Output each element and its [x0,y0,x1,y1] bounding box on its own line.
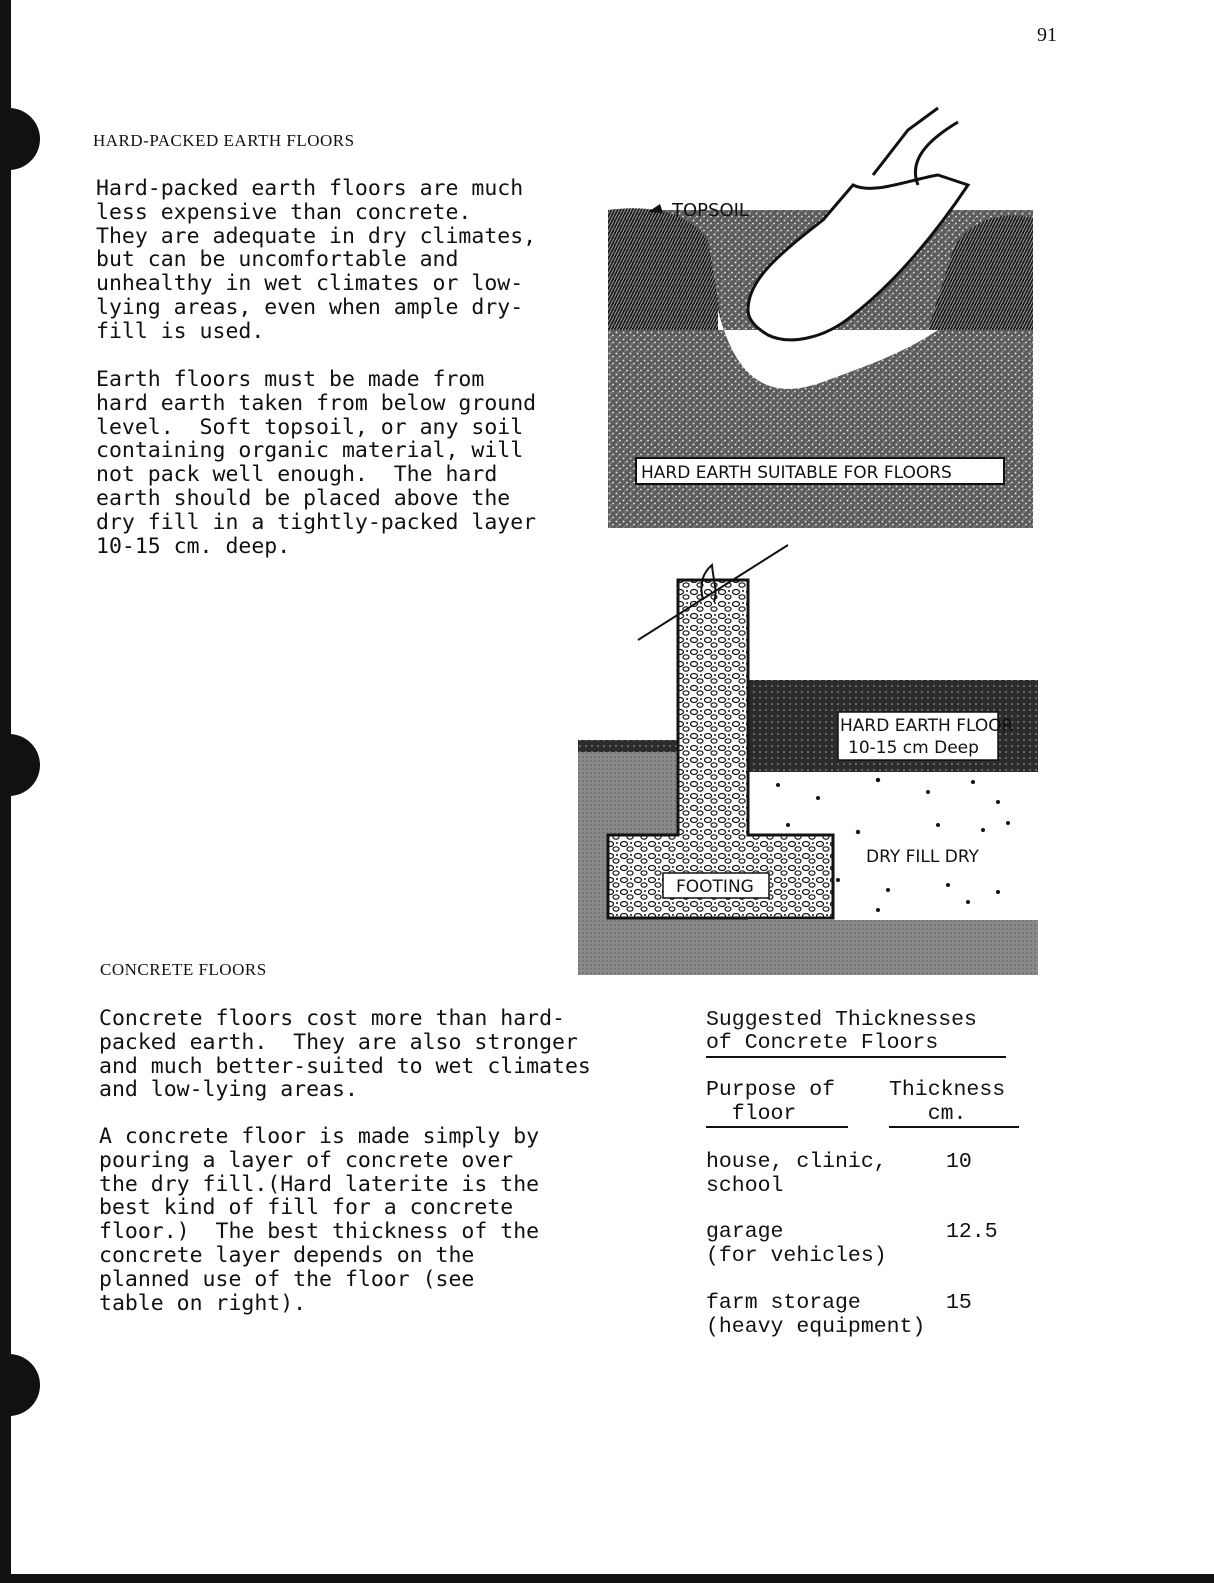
paragraph: Concrete floors cost more than hard- packed earth. They are also stronger and much better-suited to wet climates and low-lying areas. [99,1006,591,1103]
header-rule [889,1126,1019,1128]
punch-hole [0,108,40,170]
punch-hole [0,734,40,796]
hard-earth-label: HARD EARTH SUITABLE FOR FLOORS [641,463,952,483]
dry-fill-label: DRY FILL DRY [866,847,979,867]
punch-hole [0,1354,40,1416]
hard-earth-floor-label: HARD EARTH FLOOR [840,716,1014,736]
floor-cross-section-illustration [578,540,1038,975]
table-cell-thickness: 12.5 [946,1220,998,1244]
table-cell-purpose: garage (for vehicles) [706,1220,887,1268]
section-heading-hard-packed: HARD-PACKED EARTH FLOORS [93,131,355,150]
paragraph: A concrete floor is made simply by pouring a layer of concrete over the dry fill.(Hard laterite is the best kind of fill for a concrete floor.) The best thickness of the concrete layer depends on the planned use of the floor (see table on right). [99,1124,540,1316]
page-bottom-border [0,1574,1214,1583]
hard-earth-depth-label: 10-15 cm Deep [848,738,979,758]
table-title: Suggested Thicknesses [706,1008,977,1032]
arrow-icon [648,204,663,213]
table-cell-thickness: 15 [946,1291,972,1315]
header-rule [706,1126,848,1128]
hard-earth-illustration [608,100,1038,530]
paragraph: Earth floors must be made from hard earth taken from below ground level. Soft topsoil, or any soil containing organic material, will not pack well enough. The hard earth should be placed above the dry fill in a tightly-packed layer 10-15 cm. deep. [96,367,537,559]
column-header-thickness: Thickness cm. [889,1078,1006,1126]
table-title: of Concrete Floors [706,1031,939,1055]
table-cell-purpose: house, clinic, school [706,1150,887,1198]
topsoil-label: TOPSOIL [672,200,749,221]
thickness-table [706,1009,1026,1349]
footing-label: FOOTING [676,877,754,897]
paragraph: Hard-packed earth floors are much less expensive than concrete. They are adequate in dry climates, but can be uncomfortable and unhealthy in wet climates or low- lying areas, even when ample dry- fill is used. [96,176,537,344]
column-header-purpose: Purpose of floor [706,1078,836,1126]
page-number: 91 [1037,24,1057,46]
table-cell-purpose: farm storage (heavy equipment) [706,1291,926,1339]
section-heading-concrete: CONCRETE FLOORS [100,960,267,979]
table-title-rule [706,1056,1006,1058]
table-cell-thickness: 10 [946,1150,972,1174]
